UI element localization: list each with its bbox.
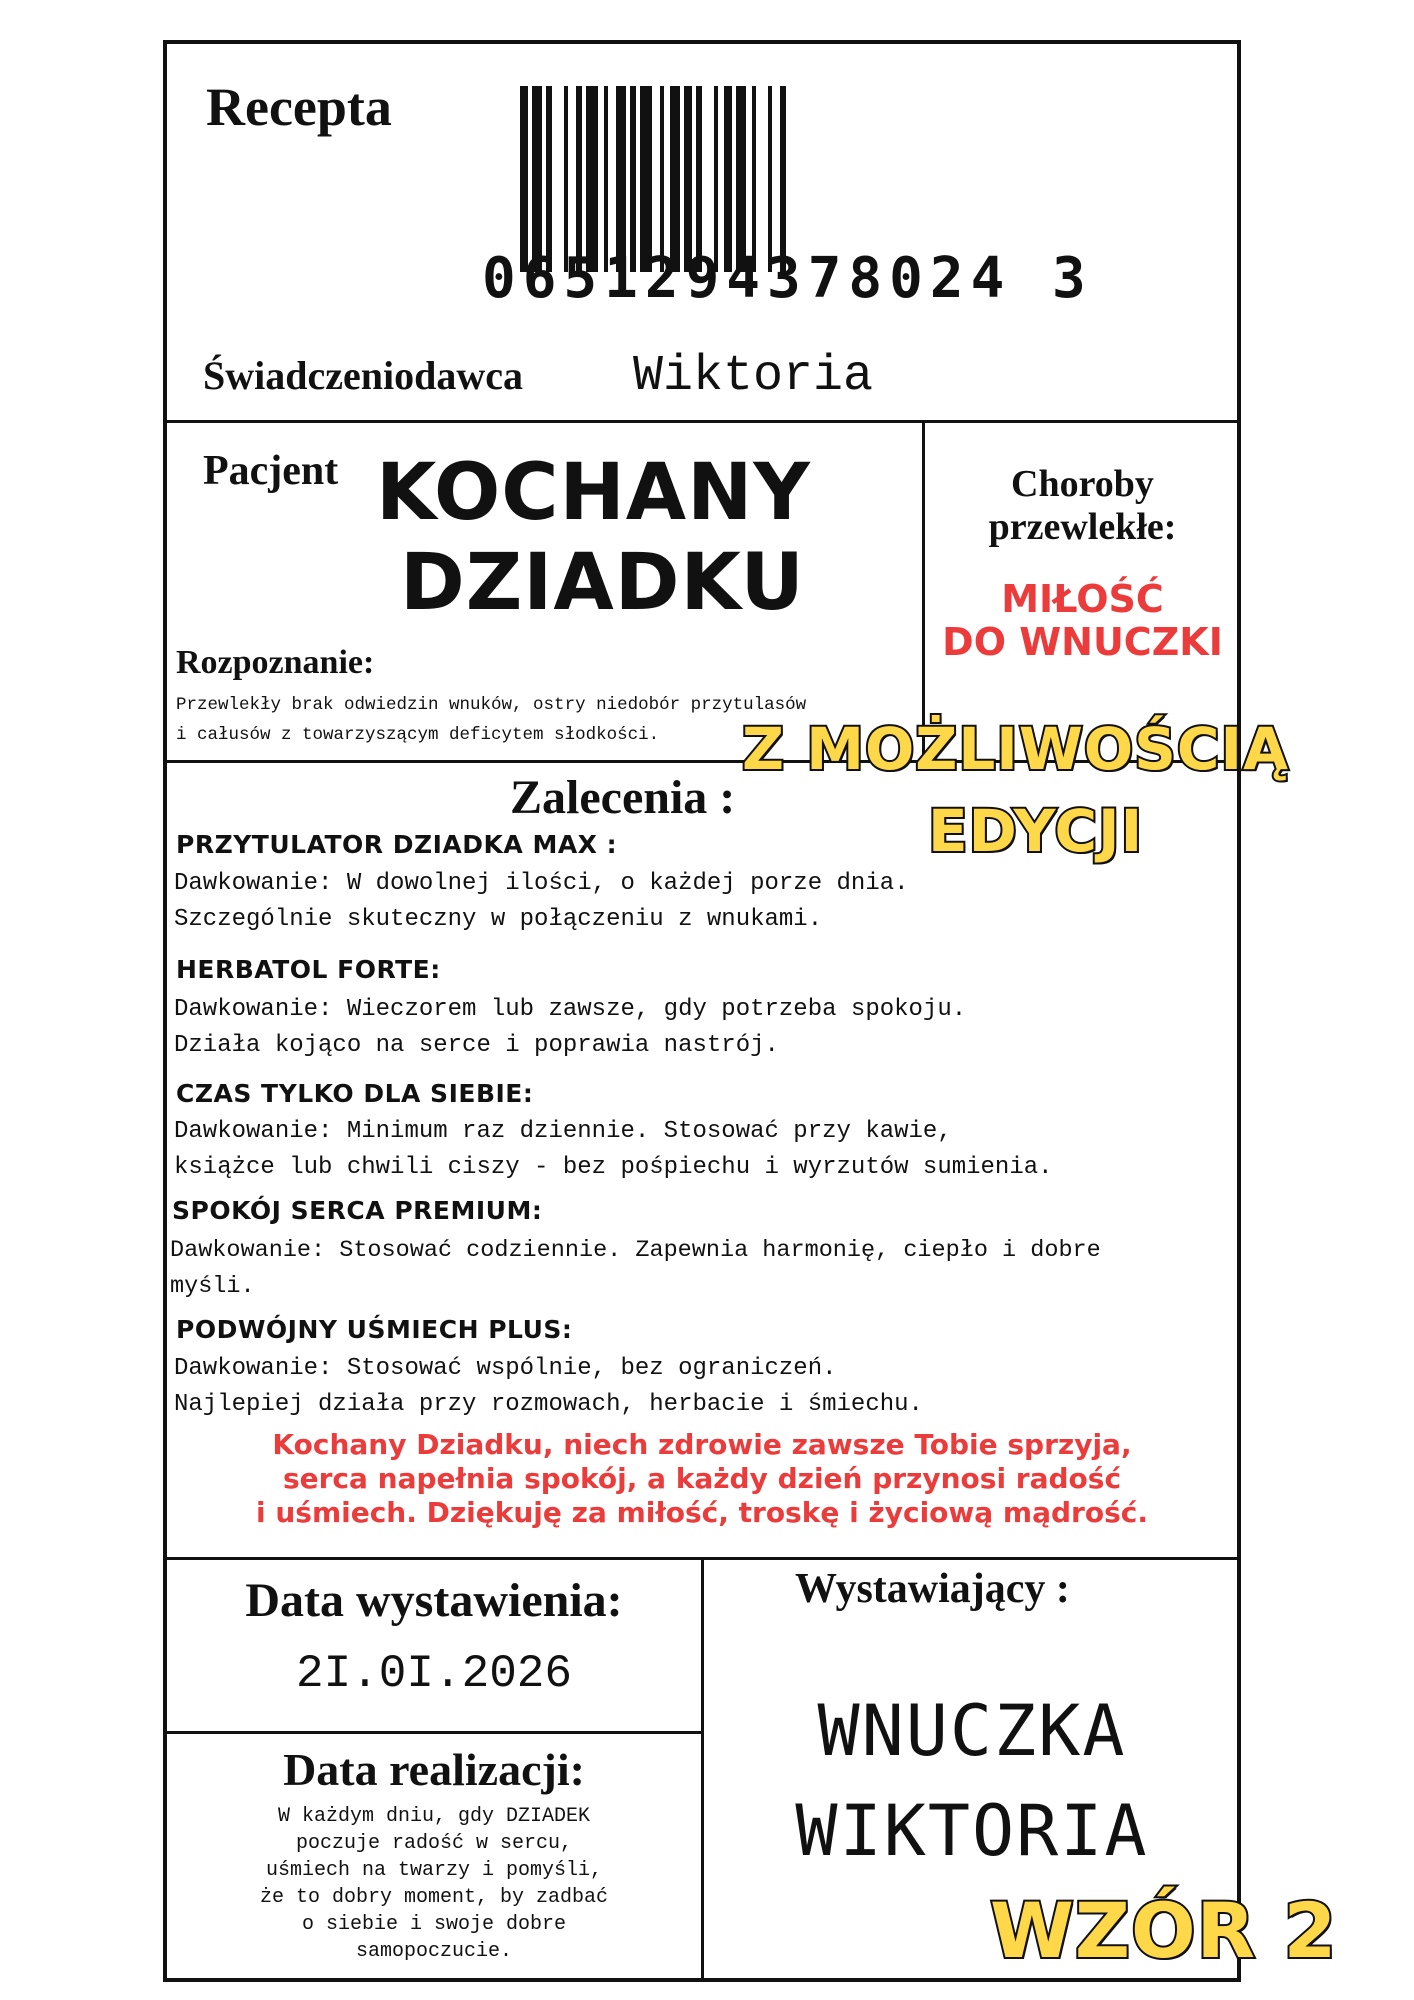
chronic-value-line2: DO WNUCZKI: [942, 620, 1223, 664]
issuer-name-line2: WIKTORIA: [795, 1790, 1149, 1872]
wish-line-2: serca napełnia spokój, a każdy dzień przynosi radość: [282, 1462, 1122, 1495]
provider-label: Świadczeniodawca: [203, 353, 523, 398]
issue-date-value: 2I.0I.2026: [295, 1648, 573, 1700]
rec-title-5: PODWÓJNY UŚMIECH PLUS:: [176, 1315, 573, 1344]
frame-top: [163, 40, 1240, 44]
barcode: [520, 86, 1140, 272]
chronic-value-line1: MIŁOŚĆ: [1001, 577, 1164, 621]
patient-name-line1: KOCHANY: [376, 448, 811, 538]
rec-title-3: CZAS TYLKO DLA SIEBIE:: [176, 1079, 534, 1108]
rec-text-4: Dawkowanie: Stosować codziennie. Zapewnia harmonię, ciepło i dobre myśli.: [170, 1237, 1101, 1300]
realization-date-label: Data realizacji:: [283, 1744, 585, 1795]
diagnosis-text: Przewlekły brak odwiedzin wnuków, ostry niedobór przytulasów i całusów z towarzyszącym deficytem słodkości.: [176, 695, 807, 745]
rec-text-1: Dawkowanie: W dowolnej ilości, o każdej porze dnia. Szczególnie skuteczny w połączeniu z wnukami.: [174, 870, 909, 933]
rec-title-4: SPOKÓJ SERCA PREMIUM:: [172, 1196, 543, 1225]
chronic-label-line2: przewlekłe:: [988, 506, 1177, 548]
recipe-title: Recepta: [206, 77, 392, 137]
chronic-label-line1: Choroby: [1011, 463, 1154, 505]
issue-date-label: Data wystawienia:: [245, 1574, 623, 1627]
patient-label: Pacjent: [203, 448, 339, 494]
divider-header: [163, 420, 1240, 423]
issuer-label: Wystawiający :: [795, 1566, 1070, 1612]
recommendations-label: Zalecenia :: [510, 771, 736, 824]
wish-line-3: i uśmiech. Dziękuję za miłość, troskę i życiową mądrość.: [256, 1496, 1148, 1529]
rec-text-3: Dawkowanie: Minimum raz dziennie. Stosować przy kawie, książce lub chwili ciszy - bez pośpiechu i wyrzutów sumienia.: [174, 1118, 1053, 1181]
issuer-name-line1: WNUCZKA: [817, 1690, 1127, 1772]
editable-badge-line2: EDYCJI: [928, 797, 1144, 865]
editable-badge-line1: Z MOŻLIWOŚCIĄ: [742, 715, 1289, 783]
rec-text-2: Dawkowanie: Wieczorem lub zawsze, gdy potrzeba spokoju. Działa kojąco na serce i poprawia nastrój.: [174, 996, 967, 1059]
patient-name-line2: DZIADKU: [400, 538, 805, 628]
rec-title-1: PRZYTULATOR DZIADKA MAX :: [176, 830, 618, 859]
diagnosis-label: Rozpoznanie:: [176, 644, 375, 681]
divider-dates: [163, 1731, 703, 1734]
wish-line-1: Kochany Dziadku, niech zdrowie zawsze Tobie sprzyja,: [272, 1428, 1132, 1461]
pattern-badge: WZÓR 2: [990, 1886, 1338, 1975]
rec-title-2: HERBATOL FORTE:: [176, 955, 441, 984]
provider-value: Wiktoria: [633, 348, 874, 405]
rec-text-5: Dawkowanie: Stosować wspólnie, bez ograniczeń. Najlepiej działa przy rozmowach, herbacie i śmiechu.: [174, 1355, 923, 1418]
realization-date-text: W każdym dniu, gdy DZIADEK poczuje radość w sercu, uśmiech na twarzy i pomyśli, że to dobry moment, by zadbać o siebie i swoje dobre samopoczucie.: [259, 1805, 609, 1963]
barcode-number: 0651294378024 3: [482, 246, 1093, 311]
